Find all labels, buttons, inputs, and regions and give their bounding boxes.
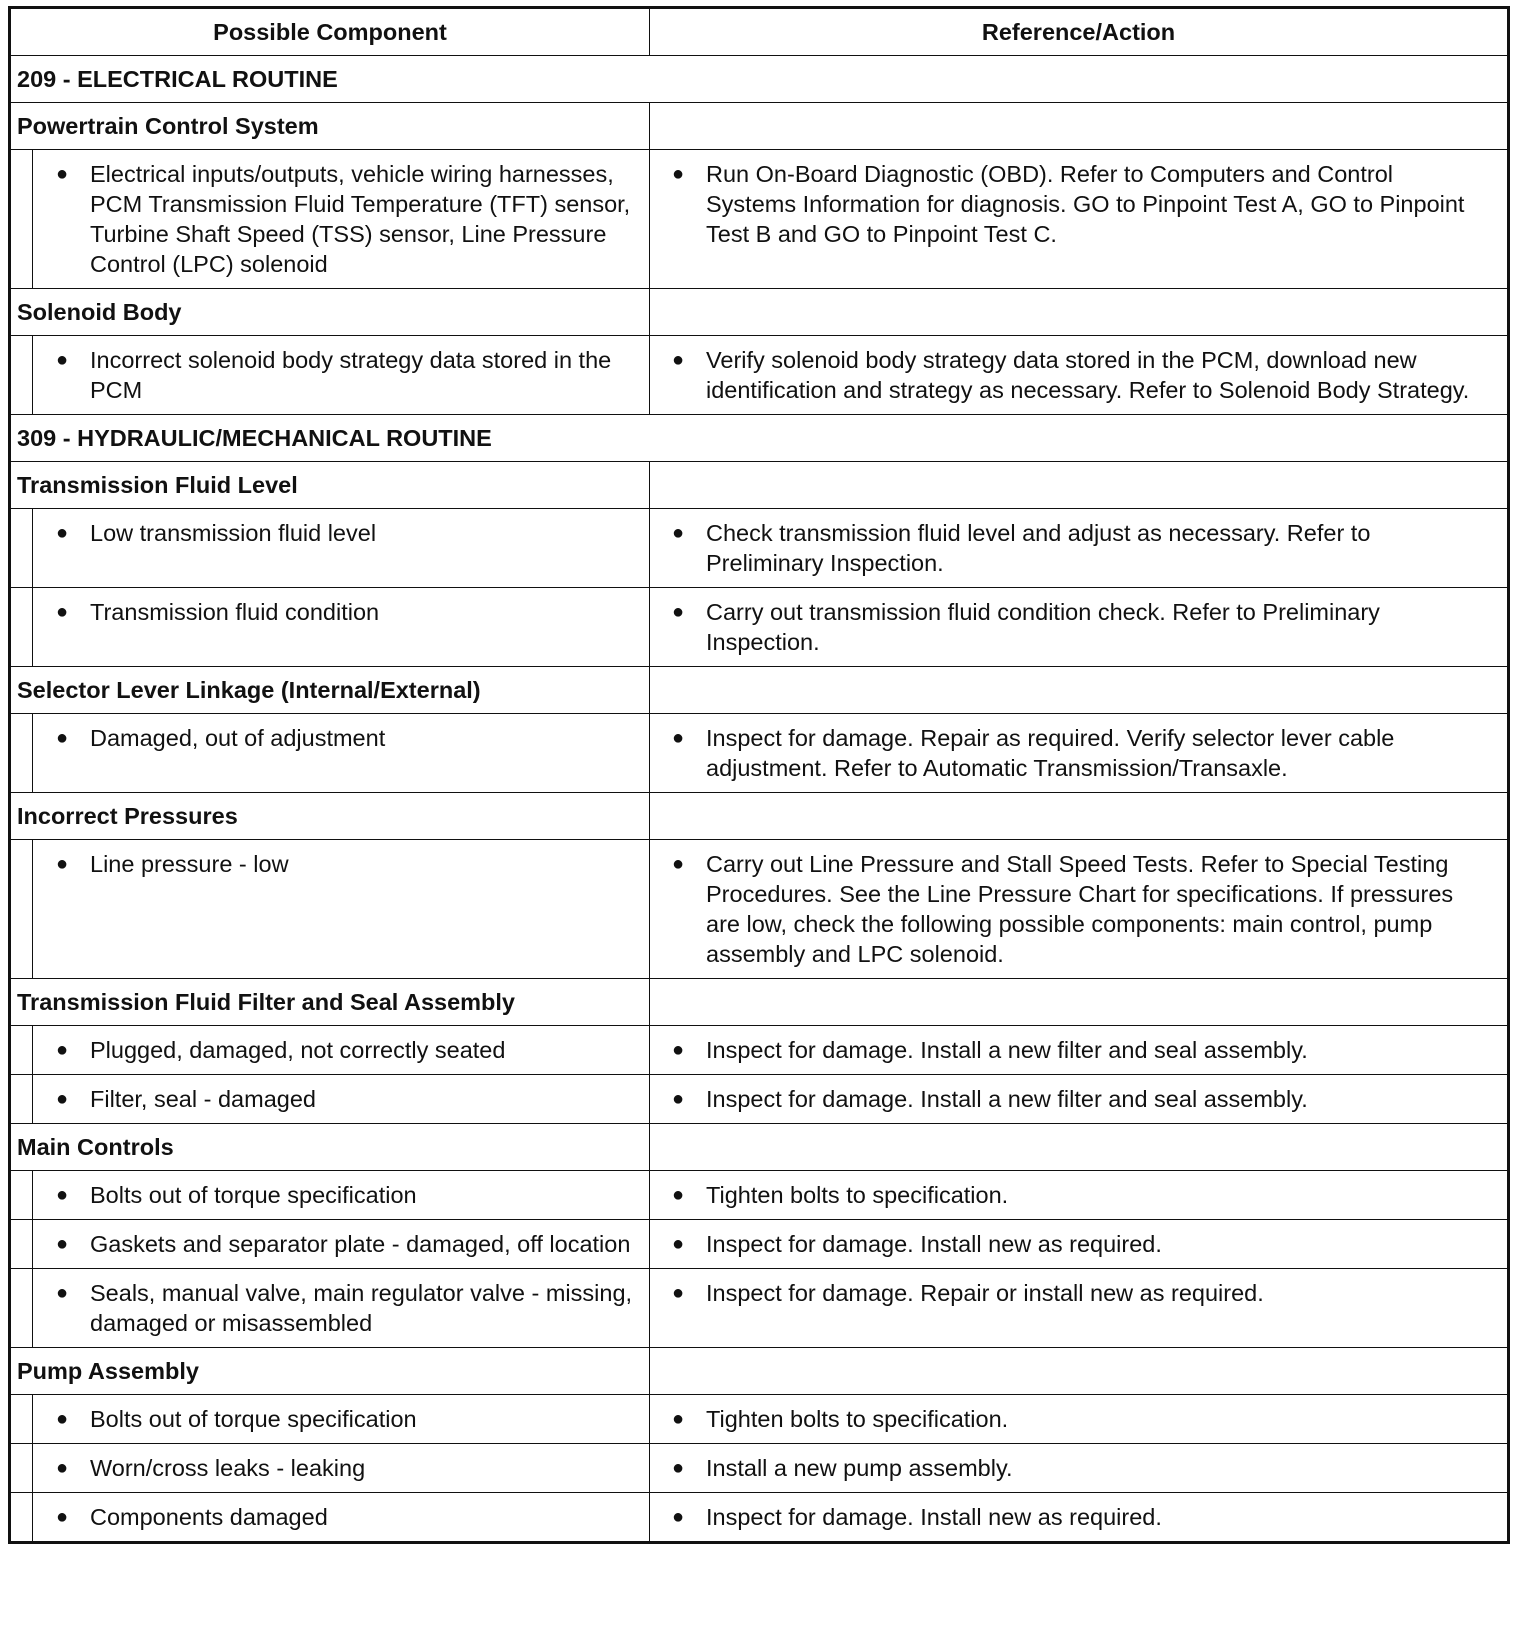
list-item [56,1404,641,1434]
component-cell [10,336,650,415]
list-item [672,1229,1487,1259]
table-row [10,1444,1509,1493]
component-text: Transmission fluid condition [90,599,380,625]
action-cell [650,150,1509,289]
bullet-icon: ● [672,853,685,875]
action-text: Carry out transmission fluid condition check. Refer to Preliminary Inspection. [706,599,1380,655]
section-row [10,1124,1509,1171]
list-item [672,518,1487,578]
list-item [672,1278,1487,1308]
list-item [672,1453,1487,1483]
component-cell [10,1026,650,1075]
bullet-icon: ● [56,601,69,623]
bullet-icon: ● [672,1039,685,1061]
bullet-icon: ● [56,1282,69,1304]
section-title: Pump Assembly [10,1348,650,1395]
bullet-icon: ● [56,1184,69,1206]
list-item [672,1084,1487,1114]
action-cell [650,588,1509,667]
bullet-icon: ● [56,1039,69,1061]
action-text: Run On-Board Diagnostic (OBD). Refer to Computers and Control Systems Information for diagnosis. GO to Pinpoint Test A, GO to Pinpoint Test B and GO to Pinpoint Test C. [706,161,1465,247]
bullet-icon: ● [672,1233,685,1255]
indent-rule [32,1026,33,1074]
action-cell [650,714,1509,793]
bullet-icon: ● [56,522,69,544]
component-text: Incorrect solenoid body strategy data stored in the PCM [90,347,612,403]
component-text: Worn/cross leaks - leaking [90,1455,366,1481]
indent-rule [32,1220,33,1268]
list-item [56,597,641,627]
list-item [672,597,1487,657]
list-item [56,1229,641,1259]
section-empty-cell [650,1124,1509,1171]
action-text: Check transmission fluid level and adjust as necessary. Refer to Preliminary Inspection. [706,520,1371,576]
diagnosis-table [8,6,1510,1544]
list-item [56,849,641,879]
bullet-icon: ● [56,1233,69,1255]
table-row [10,150,1509,289]
list-item [672,1180,1487,1210]
indent-rule [32,509,33,587]
action-text: Inspect for damage. Install new as required. [706,1504,1162,1530]
table-body [10,56,1509,1543]
action-text: Inspect for damage. Install new as required. [706,1231,1162,1257]
table-row [10,1395,1509,1444]
routine-title: 309 - HYDRAULIC/MECHANICAL ROUTINE [10,415,1509,462]
section-title: Main Controls [10,1124,650,1171]
list-item [56,518,641,548]
section-row [10,289,1509,336]
table-row [10,714,1509,793]
action-text: Inspect for damage. Install a new filter and seal assembly. [706,1086,1308,1112]
action-text: Carry out Line Pressure and Stall Speed Tests. Refer to Special Testing Procedures. See the Line Pressure Chart for specifications. If pressures are low, check the following possible components: main control, pump assembly and LPC solenoid. [706,851,1454,967]
action-cell [650,1444,1509,1493]
indent-rule [32,714,33,792]
bullet-icon: ● [56,349,69,371]
component-text: Damaged, out of adjustment [90,725,386,751]
section-title: Transmission Fluid Level [10,462,650,509]
list-item [672,849,1487,969]
list-item [672,723,1487,783]
component-cell [10,1395,650,1444]
section-row [10,1348,1509,1395]
component-text: Bolts out of torque specification [90,1182,417,1208]
action-cell [650,1026,1509,1075]
indent-rule [32,1075,33,1123]
section-empty-cell [650,289,1509,336]
component-cell [10,714,650,793]
indent-rule [32,150,33,288]
action-cell [650,1395,1509,1444]
section-title: Powertrain Control System [10,103,650,150]
indent-rule [32,1171,33,1219]
component-cell [10,1075,650,1124]
indent-rule [32,1444,33,1492]
table-row [10,1026,1509,1075]
bullet-icon: ● [672,1282,685,1304]
component-text: Electrical inputs/outputs, vehicle wiring harnesses, PCM Transmission Fluid Temperature (TFT) sensor, Turbine Shaft Speed (TSS) sensor, Line Pressure Control (LPC) solenoid [90,161,631,277]
header-reference-action: Reference/Action [650,8,1509,56]
routine-title: 209 - ELECTRICAL ROUTINE [10,56,1509,103]
bullet-icon: ● [672,1506,685,1528]
component-cell [10,1269,650,1348]
list-item [56,159,641,279]
section-empty-cell [650,793,1509,840]
routine-row [10,56,1509,103]
section-empty-cell [650,103,1509,150]
list-item [56,723,641,753]
bullet-icon: ● [672,522,685,544]
list-item [672,1502,1487,1532]
action-cell [650,509,1509,588]
bullet-icon: ● [672,727,685,749]
action-text: Tighten bolts to specification. [706,1406,1009,1432]
action-cell [650,1220,1509,1269]
list-item [56,1453,641,1483]
bullet-icon: ● [672,1088,685,1110]
indent-rule [32,588,33,666]
component-text: Filter, seal - damaged [90,1086,316,1112]
section-row [10,979,1509,1026]
table-row [10,509,1509,588]
action-text: Inspect for damage. Repair or install new as required. [706,1280,1264,1306]
action-cell [650,1171,1509,1220]
section-title: Solenoid Body [10,289,650,336]
bullet-icon: ● [672,163,685,185]
list-item [56,1084,641,1114]
component-cell [10,1493,650,1543]
diagnostic-document [8,6,1507,1544]
bullet-icon: ● [672,349,685,371]
action-text: Inspect for damage. Install a new filter and seal assembly. [706,1037,1308,1063]
table-row [10,1220,1509,1269]
table-row [10,1269,1509,1348]
action-cell [650,1269,1509,1348]
component-cell [10,509,650,588]
section-row [10,667,1509,714]
list-item [672,1035,1487,1065]
bullet-icon: ● [56,1408,69,1430]
indent-rule [32,336,33,414]
table-row [10,588,1509,667]
action-text: Tighten bolts to specification. [706,1182,1009,1208]
list-item [672,159,1487,249]
action-text: Install a new pump assembly. [706,1455,1013,1481]
section-row [10,103,1509,150]
routine-row [10,415,1509,462]
indent-rule [32,1269,33,1347]
bullet-icon: ● [672,601,685,623]
component-cell [10,1171,650,1220]
component-text: Line pressure - low [90,851,289,877]
bullet-icon: ● [56,1506,69,1528]
indent-rule [32,1395,33,1443]
bullet-icon: ● [56,1088,69,1110]
list-item [56,1035,641,1065]
indent-rule [32,1493,33,1541]
component-cell [10,150,650,289]
section-title: Incorrect Pressures [10,793,650,840]
section-row [10,793,1509,840]
header-row [10,8,1509,56]
action-cell [650,1075,1509,1124]
bullet-icon: ● [56,1457,69,1479]
component-cell [10,1220,650,1269]
component-cell [10,840,650,979]
bullet-icon: ● [672,1408,685,1430]
bullet-icon: ● [672,1457,685,1479]
section-row [10,462,1509,509]
table-row [10,336,1509,415]
action-cell [650,336,1509,415]
action-text: Inspect for damage. Repair as required. Verify selector lever cable adjustment. Refer to Automatic Transmission/Transaxle. [706,725,1395,781]
header-possible-component: Possible Component [10,8,650,56]
bullet-icon: ● [56,727,69,749]
component-text: Gaskets and separator plate - damaged, off location [90,1231,631,1257]
component-cell [10,588,650,667]
component-text: Components damaged [90,1504,328,1530]
component-text: Low transmission fluid level [90,520,377,546]
action-cell [650,840,1509,979]
section-empty-cell [650,667,1509,714]
section-title: Selector Lever Linkage (Internal/External) [10,667,650,714]
component-text: Plugged, damaged, not correctly seated [90,1037,506,1063]
component-text: Seals, manual valve, main regulator valve - missing, damaged or misassembled [90,1280,633,1336]
table-row [10,1075,1509,1124]
bullet-icon: ● [672,1184,685,1206]
section-empty-cell [650,462,1509,509]
list-item [56,1278,641,1338]
list-item [672,345,1487,405]
action-cell [650,1493,1509,1543]
table-row [10,840,1509,979]
table-row [10,1171,1509,1220]
list-item [56,1502,641,1532]
bullet-icon: ● [56,853,69,875]
section-empty-cell [650,1348,1509,1395]
component-text: Bolts out of torque specification [90,1406,417,1432]
table-row [10,1493,1509,1543]
list-item [56,345,641,405]
list-item [56,1180,641,1210]
indent-rule [32,840,33,978]
list-item [672,1404,1487,1434]
action-text: Verify solenoid body strategy data stored in the PCM, download new identification and strategy as necessary. Refer to Solenoid Body Strategy. [706,347,1470,403]
section-empty-cell [650,979,1509,1026]
section-title: Transmission Fluid Filter and Seal Assembly [10,979,650,1026]
bullet-icon: ● [56,163,69,185]
component-cell [10,1444,650,1493]
